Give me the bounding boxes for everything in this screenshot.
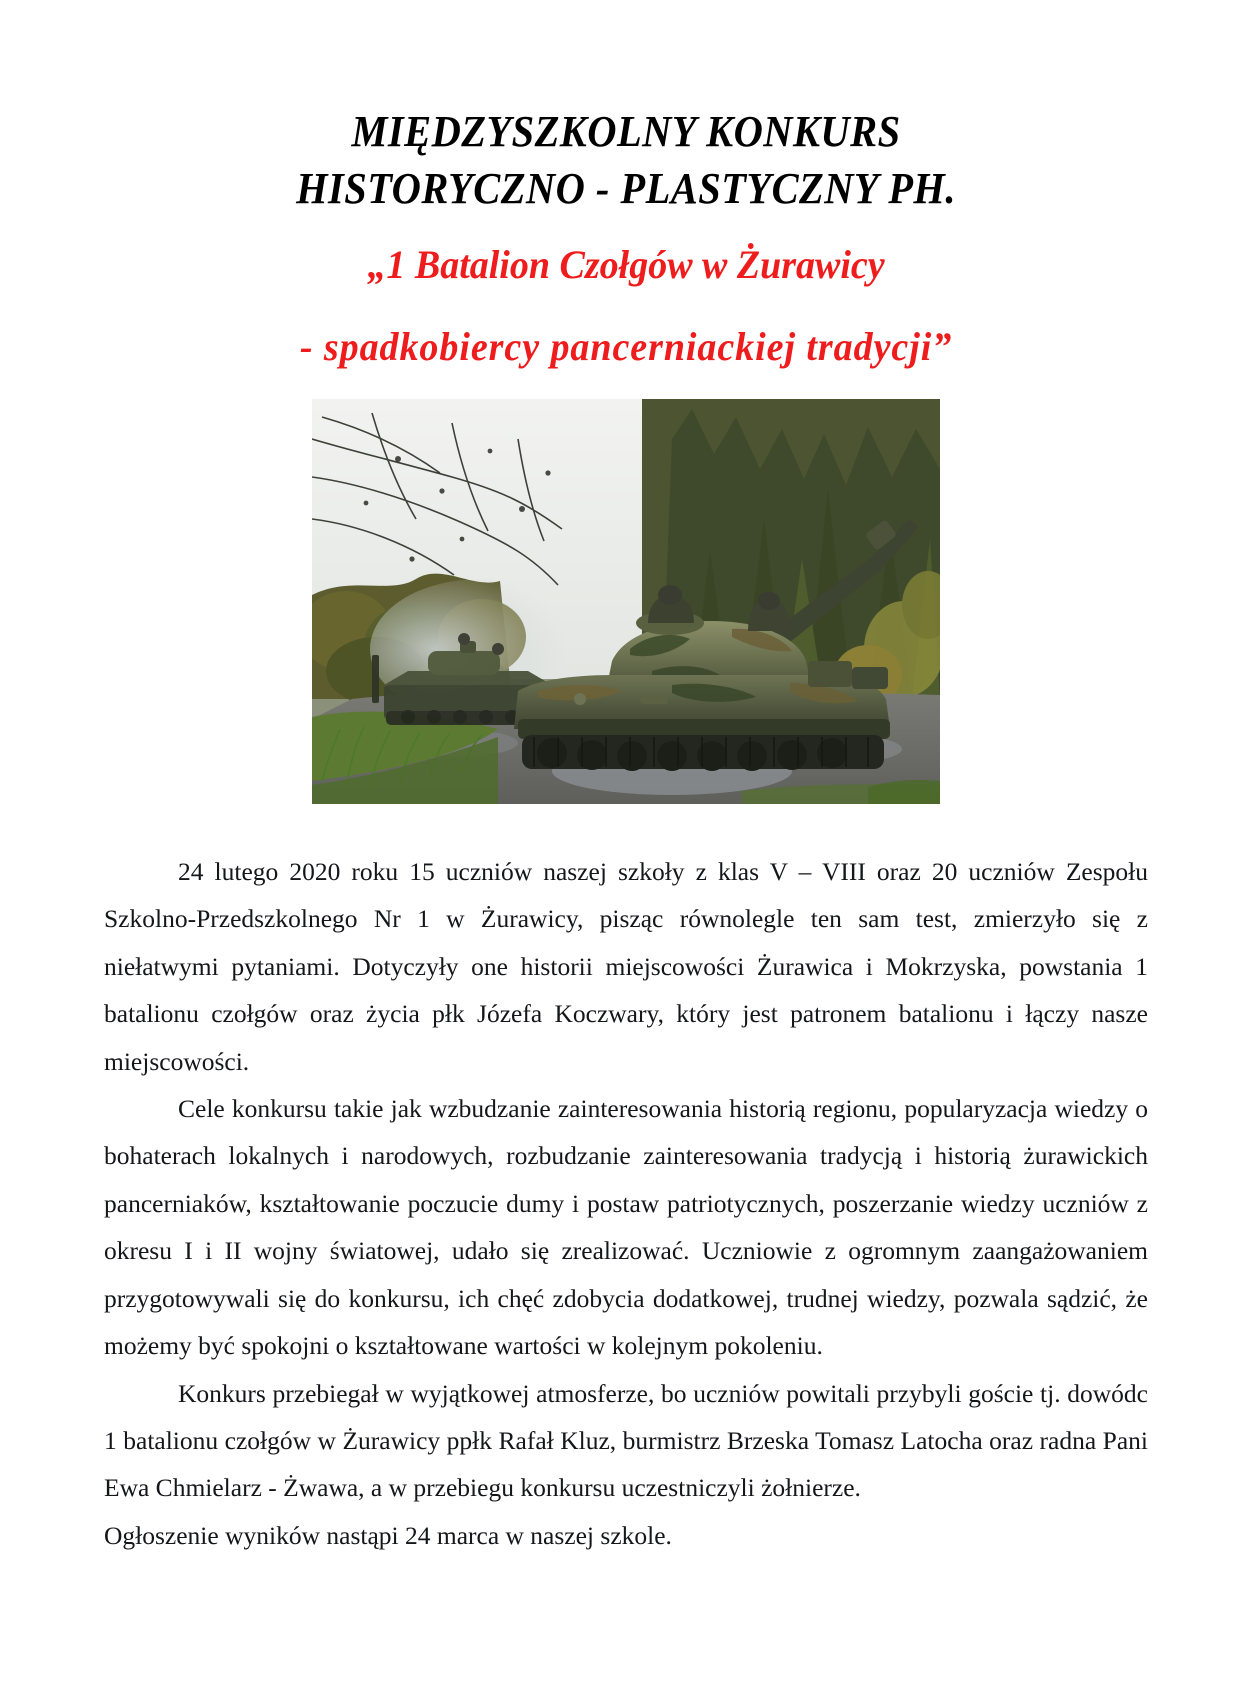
paragraph-2-text: Cele konkursu takie jak wzbudzanie zainteresowania historią regionu, popularyzacja wiedzy o bohaterach lokalnych i narodowych, rozbudzanie zainteresowania tradycją i historią żurawickich pancerniaków, kształtowanie poczucie dumy i postaw patriotycznych, poszerzanie wiedzy uczniów z okresu I i II wojny światowej, udało się zrealizować. Uczniowie z ogromnym zaangażowaniem przygotowywali się do konkursu, ich chęć zdobycia dodatkowej, trudnej wiedzy, pozwala sądzić, że możemy być spokojni o kształtowane wartości w kolejnym pokoleniu. (104, 1093, 1148, 1361)
closing-line: Ogłoszenie wyników nastąpi 24 marca w naszej szkole. (104, 1520, 672, 1550)
paragraph-3-text: Konkurs przebiegał w wyjątkowej atmosferze, bo uczniów powitali przybyli goście tj. dowódc 1 batalionu czołgów w Żurawicy ppłk Rafał Kluz, burmistrz Brzeska Tomasz Latocha oraz radna Pani Ewa Chmielarz - Żwawa, a w przebiegu konkursu uczestniczyli żołnierze. (104, 1378, 1148, 1503)
page-subtitle-line-2: - spadkobiercy pancerniackiej tradycji” (299, 323, 953, 369)
photo-container (104, 399, 1148, 804)
page-title-line-1: MIĘDZYSZKOLNY KONKURS (351, 107, 901, 156)
tank-photo-graphic (312, 399, 940, 804)
article-body (104, 848, 1148, 1559)
page-title-line-2: HISTORYCZNO - PLASTYCZNY PH. (296, 164, 956, 214)
page-subtitle-line-1: „1 Batalion Czołgów w Żurawicy (367, 241, 885, 287)
paragraph-3 (104, 1370, 1148, 1512)
paragraph-1 (104, 848, 1148, 1085)
paragraph-1-text: 24 lutego 2020 roku 15 uczniów naszej szkoły z klas V – VIII oraz 20 uczniów Zespołu Szkolno-Przedszkolnego Nr 1 w Żurawicy, pisząc równolegle ten sam test, zmierzyło się z niełatwymi pytaniami. Dotyczyły one historii miejscowości Żurawica i Mokrzyska, powstania 1 batalionu czołgów oraz życia płk Józefa Koczwary, który jest patronem batalionu i łączy nasze miejscowości. (104, 856, 1148, 1076)
paragraph-2 (104, 1085, 1148, 1370)
tank-photo (312, 399, 940, 804)
title-block (104, 0, 1148, 373)
